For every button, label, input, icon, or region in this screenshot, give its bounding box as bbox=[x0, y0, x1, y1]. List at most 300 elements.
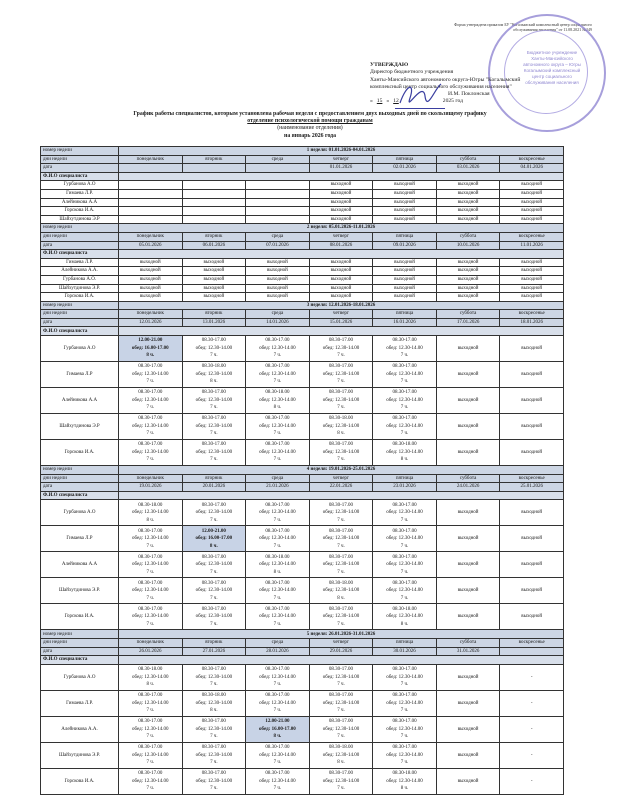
shift-hours: 7 ч. bbox=[337, 379, 345, 385]
dates-row bbox=[41, 241, 564, 250]
day-name: суббота bbox=[436, 155, 500, 164]
shift-hours: 7 ч. bbox=[400, 517, 409, 523]
shift-time: 08.30-17.00 bbox=[138, 718, 163, 724]
specialist-name: Гурбанова А.О. bbox=[41, 275, 119, 284]
shift-cell bbox=[246, 578, 310, 604]
lunch-time: обед: 12.30-14.00 bbox=[322, 562, 360, 568]
shift-cell bbox=[119, 362, 183, 388]
dates-row bbox=[41, 318, 564, 327]
day-off-cell: выходной bbox=[436, 690, 500, 716]
title-period: на январь 2026 года bbox=[283, 132, 337, 139]
fio-label: Ф.И.О специалиста bbox=[41, 250, 119, 259]
fio-header-row bbox=[41, 656, 564, 665]
day-off-cell: выходной bbox=[436, 215, 500, 224]
schedule-table bbox=[40, 146, 564, 795]
specialist-name: Гурбанова А.О bbox=[41, 336, 119, 362]
day-off-cell bbox=[119, 181, 183, 190]
day-off-cell: выходной bbox=[373, 207, 437, 216]
day-off-cell: выходной bbox=[436, 362, 500, 388]
day-off-cell bbox=[119, 189, 183, 198]
week-number-label: номер недели bbox=[41, 147, 119, 156]
shift-hours: 7 ч. bbox=[400, 682, 409, 688]
shift-time: 08.30-17.00 bbox=[265, 606, 290, 612]
specialist-name: Горскова И.А. bbox=[41, 293, 119, 302]
day-off-cell: выходной bbox=[309, 181, 373, 190]
lunch-time: обед: 12.30-14.00 bbox=[386, 536, 423, 542]
shift-time: 08.30-17.00 bbox=[265, 416, 290, 422]
shift-cell bbox=[182, 664, 246, 690]
shift-hours: 7 ч. bbox=[210, 431, 218, 437]
date-cell: 31.01.2026 bbox=[436, 647, 500, 656]
lunch-time: обед: 12.30-14.00 bbox=[195, 449, 233, 455]
day-off-cell: выходной bbox=[246, 293, 310, 302]
specialist-name: Шайхутдинова Э.Р bbox=[41, 414, 119, 440]
day-name: вторник bbox=[182, 639, 246, 648]
shift-hours: 7 ч. bbox=[273, 457, 282, 463]
date-cell: 12.01.2026 bbox=[119, 318, 183, 327]
shift-time: 08.30-17.00 bbox=[138, 580, 163, 586]
shift-cell bbox=[309, 440, 373, 466]
shift-time: 08.30-17.00 bbox=[328, 442, 354, 448]
title-main: График работы специалистов, которым установлена рабочая неделя с предоставлением двух выходных дней по скользящему графику bbox=[133, 111, 487, 117]
shift-cell bbox=[182, 578, 246, 604]
shift-hours: 7 ч. bbox=[146, 786, 155, 792]
date-cell: 08.01.2026 bbox=[309, 241, 373, 250]
day-name: воскресенье bbox=[500, 155, 564, 164]
shift-time: 08.30-18.00 bbox=[392, 770, 417, 776]
shift-hours: 7 ч. bbox=[210, 569, 218, 575]
week-number-label: номер недели bbox=[41, 630, 119, 639]
day-off-cell bbox=[246, 181, 310, 190]
approval-block bbox=[370, 62, 520, 106]
day-off-cell: выходной bbox=[500, 500, 564, 526]
specialist-row bbox=[41, 388, 564, 414]
day-off-cell bbox=[246, 207, 310, 216]
lunch-time: обед: 12.30-14.00 bbox=[132, 700, 169, 706]
lunch-time: обед: 12.30-14.00 bbox=[195, 778, 233, 784]
lunch-time: обед: 12.30-14.00 bbox=[195, 614, 233, 620]
date-cell: 29.01.2026 bbox=[309, 647, 373, 656]
day-off-cell: выходной bbox=[436, 275, 500, 284]
shift-hours: 7 ч. bbox=[273, 517, 282, 523]
lunch-time: обед: 12.30-14.00 bbox=[132, 562, 169, 568]
day-off-cell: выходной bbox=[373, 198, 437, 207]
date-day: 15 bbox=[376, 98, 383, 105]
lunch-time: обед: 12.30-14.00 bbox=[322, 700, 360, 706]
shift-time: 08.30-17.00 bbox=[392, 666, 417, 672]
signature-icon bbox=[395, 78, 445, 109]
specialist-row bbox=[41, 258, 564, 267]
shift-time: 08.30-17.00 bbox=[392, 528, 417, 534]
shift-cell bbox=[119, 526, 183, 552]
week-title: 2 неделя: 05.01.2026-11.01.2026 bbox=[119, 224, 564, 233]
shift-cell bbox=[182, 336, 246, 362]
day-off-cell: выходной bbox=[309, 275, 373, 284]
shift-hours: 7 ч. bbox=[337, 457, 345, 463]
lunch-time: обед: 12.30-14.00 bbox=[259, 752, 296, 758]
date-cell: 13.01.2026 bbox=[182, 318, 246, 327]
shift-time: 08.30-17.00 bbox=[265, 692, 290, 698]
shift-hours: 8 ч. bbox=[273, 405, 282, 411]
lunch-time: обед: 16.00-17.00 bbox=[131, 345, 169, 351]
shift-time: 08.30-18.00 bbox=[138, 666, 163, 672]
day-name: четверг bbox=[309, 232, 373, 241]
shift-time: 08.30-17.00 bbox=[201, 718, 226, 724]
shift-hours: 7 ч. bbox=[273, 379, 282, 385]
day-off-cell bbox=[182, 189, 246, 198]
day-off-cell: выходной bbox=[500, 258, 564, 267]
date-cell: 06.01.2026 bbox=[182, 241, 246, 250]
shift-cell bbox=[119, 604, 183, 630]
lunch-time: обед: 12.30-14.00 bbox=[259, 371, 296, 377]
shift-hours: 7 ч. bbox=[337, 786, 345, 792]
shift-time: 08.30-17.00 bbox=[392, 390, 417, 396]
week-number-row bbox=[41, 147, 564, 156]
shift-time: 08.30-17.00 bbox=[265, 502, 290, 508]
shift-cell bbox=[309, 362, 373, 388]
date-cell bbox=[119, 164, 183, 173]
shift-hours: 7 ч. bbox=[400, 760, 409, 766]
shift-hours: 7 ч. bbox=[273, 621, 282, 627]
approve-line: комплексный центр социального обслуживания населения" bbox=[370, 83, 512, 90]
specialist-row bbox=[41, 207, 564, 216]
date-cell: 28.01.2026 bbox=[246, 647, 310, 656]
shift-hours: 7 ч. bbox=[210, 405, 218, 411]
day-off-cell: выходной bbox=[182, 284, 246, 293]
specialist-row bbox=[41, 578, 564, 604]
shift-hours: 7 ч. bbox=[210, 760, 218, 766]
shift-cell bbox=[373, 664, 437, 690]
shift-hours: 8 ч. bbox=[210, 379, 218, 385]
shift-hours: 7 ч. bbox=[210, 353, 218, 359]
lunch-time: обед: 12.30-14.00 bbox=[386, 562, 423, 568]
specialist-name: Горскова И.А. bbox=[41, 768, 119, 794]
day-off-cell: выходной bbox=[436, 284, 500, 293]
day-off-cell: выходной bbox=[373, 189, 437, 198]
shift-time: 08.30-17.00 bbox=[392, 338, 417, 344]
approve-line: Ханты-Мансийского автономного округа-Югры "Когалымский bbox=[370, 76, 521, 83]
day-off-cell: выходной bbox=[373, 275, 437, 284]
shift-time: 08.30-17.00 bbox=[392, 744, 417, 750]
shift-time: 12.00-21.00 bbox=[265, 718, 290, 724]
specialist-name: Шайхутдинова Э.Р bbox=[41, 215, 119, 224]
shift-time: 08.30-17.00 bbox=[328, 606, 354, 612]
day-name: четверг bbox=[309, 474, 373, 483]
shift-hours: 7 ч. bbox=[146, 405, 155, 411]
title-department-note: (наименование отделения) bbox=[277, 125, 343, 132]
day-off-cell: выходной bbox=[373, 258, 437, 267]
day-off-cell bbox=[246, 189, 310, 198]
day-name: вторник bbox=[182, 232, 246, 241]
week-number-row bbox=[41, 224, 564, 233]
shift-cell bbox=[309, 690, 373, 716]
shift-time: 08.30-18.00 bbox=[392, 442, 417, 448]
lunch-time: обед: 12.30-14.00 bbox=[195, 588, 233, 594]
shift-hours: 7 ч. bbox=[273, 353, 282, 359]
day-off-cell: выходной bbox=[436, 267, 500, 276]
shift-cell bbox=[246, 388, 310, 414]
shift-time: 08.30-17.00 bbox=[201, 666, 226, 672]
shift-hours: 7 ч. bbox=[146, 457, 155, 463]
date-cell: 05.01.2026 bbox=[119, 241, 183, 250]
shift-hours: 7 ч. bbox=[273, 543, 282, 549]
shift-time: 08.30-17.00 bbox=[201, 338, 226, 344]
day-off-cell: - bbox=[500, 716, 564, 742]
lunch-time: обед: 12.30-14.00 bbox=[259, 614, 296, 620]
lunch-time: обед: 12.30-14.00 bbox=[195, 371, 233, 377]
shift-time: 08.30-17.00 bbox=[265, 338, 290, 344]
shift-time: 08.30-17.00 bbox=[138, 554, 163, 560]
shift-time: 08.30-17.00 bbox=[392, 692, 417, 698]
day-name: понедельник bbox=[119, 310, 183, 319]
shift-hours: 7 ч. bbox=[337, 543, 345, 549]
shift-hours: 7 ч. bbox=[337, 353, 345, 359]
day-off-cell: выходной bbox=[500, 578, 564, 604]
shift-hours: 7 ч. bbox=[146, 595, 155, 601]
shift-hours: 7 ч. bbox=[400, 405, 409, 411]
day-off-cell: выходной bbox=[436, 664, 500, 690]
shift-cell bbox=[182, 552, 246, 578]
shift-hours: 7 ч. bbox=[273, 708, 282, 714]
fio-header-row bbox=[41, 327, 564, 336]
day-of-week-label: дни недели bbox=[41, 310, 119, 319]
day-off-cell: выходной bbox=[500, 215, 564, 224]
day-off-cell bbox=[246, 215, 310, 224]
date-cell bbox=[246, 164, 310, 173]
day-off-cell: выходной bbox=[309, 267, 373, 276]
shift-time: 08.30-17.00 bbox=[328, 502, 354, 508]
shift-cell bbox=[119, 440, 183, 466]
day-off-cell bbox=[182, 215, 246, 224]
approval-note-line: обслуживания населения" от 11.08.2021 №249 bbox=[513, 27, 592, 32]
lunch-time: обед: 12.30-14.00 bbox=[322, 510, 360, 516]
date-cell: 20.01.2026 bbox=[182, 483, 246, 492]
specialist-row bbox=[41, 500, 564, 526]
shift-hours: 7 ч. bbox=[210, 786, 218, 792]
day-off-cell: выходной bbox=[309, 284, 373, 293]
day-of-week-label: дни недели bbox=[41, 639, 119, 648]
shift-cell bbox=[119, 742, 183, 768]
date-label: дата bbox=[41, 164, 119, 173]
date-cell bbox=[182, 164, 246, 173]
specialist-row bbox=[41, 198, 564, 207]
lunch-time: обед: 12.30-14.00 bbox=[386, 588, 423, 594]
lunch-time: обед: 16.00-17.00 bbox=[195, 536, 233, 542]
shift-cell bbox=[119, 500, 183, 526]
fio-label: Ф.И.О специалиста bbox=[41, 172, 119, 181]
shift-cell bbox=[246, 440, 310, 466]
date-label: дата bbox=[41, 483, 119, 492]
shift-hours: 7 ч. bbox=[210, 734, 218, 740]
lunch-time: обед: 12.30-14.00 bbox=[259, 449, 296, 455]
shift-time: 08.30-18.00 bbox=[138, 502, 163, 508]
specialist-row bbox=[41, 526, 564, 552]
shift-time: 08.30-18.00 bbox=[201, 692, 226, 698]
date-cell: 04.01.2026 bbox=[500, 164, 564, 173]
shift-hours: 7 ч. bbox=[337, 405, 345, 411]
shift-time: 08.30-17.00 bbox=[138, 442, 163, 448]
lunch-time: обед: 12.30-14.00 bbox=[132, 449, 169, 455]
week-number-label: номер недели bbox=[41, 466, 119, 475]
shift-time: 08.30-17.00 bbox=[138, 606, 163, 612]
shift-hours: 7 ч. bbox=[146, 760, 155, 766]
shift-hours: 7 ч. bbox=[210, 517, 218, 523]
fio-label: Ф.И.О специалиста bbox=[41, 656, 119, 665]
specialist-name: Шайхутдинова Э.Р. bbox=[41, 284, 119, 293]
date-cell: 21.01.2026 bbox=[246, 483, 310, 492]
approve-title: УТВЕРЖДАЮ bbox=[370, 62, 409, 68]
date-cell: 09.01.2026 bbox=[373, 241, 437, 250]
shift-time: 08.30-17.00 bbox=[328, 528, 354, 534]
shift-cell bbox=[182, 414, 246, 440]
lunch-time: обед: 12.30-14.00 bbox=[259, 778, 296, 784]
day-off-cell: выходной bbox=[500, 189, 564, 198]
shift-cell bbox=[373, 336, 437, 362]
date-label: дата bbox=[41, 318, 119, 327]
shift-time: 08.30-17.00 bbox=[328, 338, 354, 344]
lunch-time: обед: 12.30-14.00 bbox=[386, 614, 423, 620]
day-off-cell: выходной bbox=[309, 215, 373, 224]
day-off-cell: выходной bbox=[436, 578, 500, 604]
specialist-name: Гурбанова А.О bbox=[41, 664, 119, 690]
shift-hours: 7 ч. bbox=[337, 708, 345, 714]
date-cell: 14.01.2026 bbox=[246, 318, 310, 327]
specialist-row bbox=[41, 275, 564, 284]
shift-hours: 7 ч. bbox=[273, 682, 282, 688]
shift-time: 08.30-17.00 bbox=[201, 770, 226, 776]
shift-hours: 7 ч. bbox=[337, 621, 345, 627]
day-name: пятница bbox=[373, 310, 437, 319]
shift-time: 08.30-17.00 bbox=[265, 770, 290, 776]
day-off-cell: выходной bbox=[500, 198, 564, 207]
shift-time: 08.30-18.00 bbox=[328, 580, 354, 586]
shift-cell bbox=[309, 500, 373, 526]
day-off-cell: выходной bbox=[373, 267, 437, 276]
day-off-cell: выходной bbox=[182, 258, 246, 267]
shift-time: 08.30-17.00 bbox=[392, 502, 417, 508]
day-off-cell: выходной bbox=[500, 336, 564, 362]
shift-cell bbox=[309, 388, 373, 414]
day-off-cell: выходной bbox=[436, 716, 500, 742]
day-name: суббота bbox=[436, 310, 500, 319]
shift-time: 08.30-17.00 bbox=[265, 580, 290, 586]
day-off-cell: выходной bbox=[436, 768, 500, 794]
shift-hours: 8 ч. bbox=[210, 708, 218, 714]
day-off-cell: выходной bbox=[373, 181, 437, 190]
shift-time: 08.30-17.00 bbox=[392, 364, 417, 370]
date-cell: 27.01.2026 bbox=[182, 647, 246, 656]
day-off-cell: выходной bbox=[436, 552, 500, 578]
shift-cell bbox=[246, 742, 310, 768]
shift-hours: 7 ч. bbox=[210, 682, 218, 688]
day-name: среда bbox=[246, 155, 310, 164]
week-title: 1 неделя: 01.01.2026-04.01.2026 bbox=[119, 147, 564, 156]
shift-cell bbox=[119, 414, 183, 440]
lunch-time: обед: 12.30-14.00 bbox=[132, 536, 169, 542]
shift-cell bbox=[119, 716, 183, 742]
specialist-row bbox=[41, 664, 564, 690]
day-off-cell: выходной bbox=[500, 526, 564, 552]
specialist-row bbox=[41, 768, 564, 794]
date-cell: 26.01.2026 bbox=[119, 647, 183, 656]
week-number-row bbox=[41, 630, 564, 639]
day-off-cell: выходной bbox=[436, 293, 500, 302]
lunch-time: обед: 12.30-14.00 bbox=[322, 726, 360, 732]
lunch-time: обед: 12.30-14.00 bbox=[386, 371, 423, 377]
day-off-cell: выходной bbox=[119, 275, 183, 284]
specialist-row bbox=[41, 440, 564, 466]
dates-row bbox=[41, 164, 564, 173]
date-cell: 25.01.2026 bbox=[500, 483, 564, 492]
specialist-row bbox=[41, 189, 564, 198]
shift-cell bbox=[246, 526, 310, 552]
shift-cell bbox=[182, 604, 246, 630]
shift-hours: 7 ч. bbox=[337, 569, 345, 575]
lunch-time: обед: 12.30-14.00 bbox=[195, 752, 233, 758]
fio-header-row bbox=[41, 491, 564, 500]
specialist-name: Горскова И.А. bbox=[41, 440, 119, 466]
shift-time: 08.30-17.00 bbox=[138, 770, 163, 776]
shift-hours: 7 ч. bbox=[146, 379, 155, 385]
lunch-time: обед: 12.30-14.00 bbox=[195, 700, 233, 706]
shift-cell bbox=[309, 336, 373, 362]
shift-hours: 7 ч. bbox=[400, 595, 409, 601]
lunch-time: обед: 12.30-14.00 bbox=[195, 510, 233, 516]
shift-cell bbox=[246, 604, 310, 630]
day-name: понедельник bbox=[119, 232, 183, 241]
shift-time: 12.00-21.00 bbox=[201, 528, 226, 534]
shift-time: 08.30-17.00 bbox=[201, 606, 226, 612]
shift-cell bbox=[309, 664, 373, 690]
day-off-cell: выходной bbox=[309, 189, 373, 198]
date-label: дата bbox=[41, 241, 119, 250]
specialist-row bbox=[41, 414, 564, 440]
lunch-time: обед: 12.30-14.00 bbox=[322, 449, 360, 455]
lunch-time: обед: 12.30-14.00 bbox=[322, 371, 360, 377]
specialist-name: Гимаева Л.Р. bbox=[41, 189, 119, 198]
week-number-label: номер недели bbox=[41, 224, 119, 233]
day-off-cell: выходной bbox=[309, 207, 373, 216]
day-name: понедельник bbox=[119, 155, 183, 164]
shift-cell bbox=[119, 336, 183, 362]
lunch-time: обед: 12.30-14.00 bbox=[386, 752, 423, 758]
shift-time: 08.30-17.00 bbox=[201, 502, 226, 508]
day-name: пятница bbox=[373, 639, 437, 648]
day-off-cell: выходной bbox=[436, 526, 500, 552]
lunch-time: обед: 12.30-14.00 bbox=[322, 778, 360, 784]
shift-time: 08.30-17.00 bbox=[328, 554, 354, 560]
shift-time: 08.30-17.00 bbox=[201, 390, 226, 396]
day-off-cell: выходной bbox=[436, 207, 500, 216]
shift-time: 08.30-17.00 bbox=[265, 528, 290, 534]
lunch-time: обед: 12.30-14.00 bbox=[322, 614, 360, 620]
shift-time: 08.30-17.00 bbox=[265, 364, 290, 370]
specialist-row bbox=[41, 267, 564, 276]
day-off-cell: выходной bbox=[500, 552, 564, 578]
specialist-row bbox=[41, 336, 564, 362]
date-month: 12 bbox=[393, 98, 399, 105]
shift-cell bbox=[309, 526, 373, 552]
shift-hours: 7 ч. bbox=[146, 708, 155, 714]
specialist-row bbox=[41, 293, 564, 302]
day-off-cell: выходной bbox=[436, 336, 500, 362]
shift-hours: 7 ч. bbox=[146, 543, 155, 549]
shift-time: 08.30-17.00 bbox=[328, 390, 354, 396]
shift-hours: 8 ч. bbox=[273, 569, 282, 575]
shift-time: 08.30-17.00 bbox=[138, 744, 163, 750]
shift-hours: 7 ч. bbox=[146, 621, 155, 627]
date-year: 2025 год bbox=[442, 98, 464, 105]
